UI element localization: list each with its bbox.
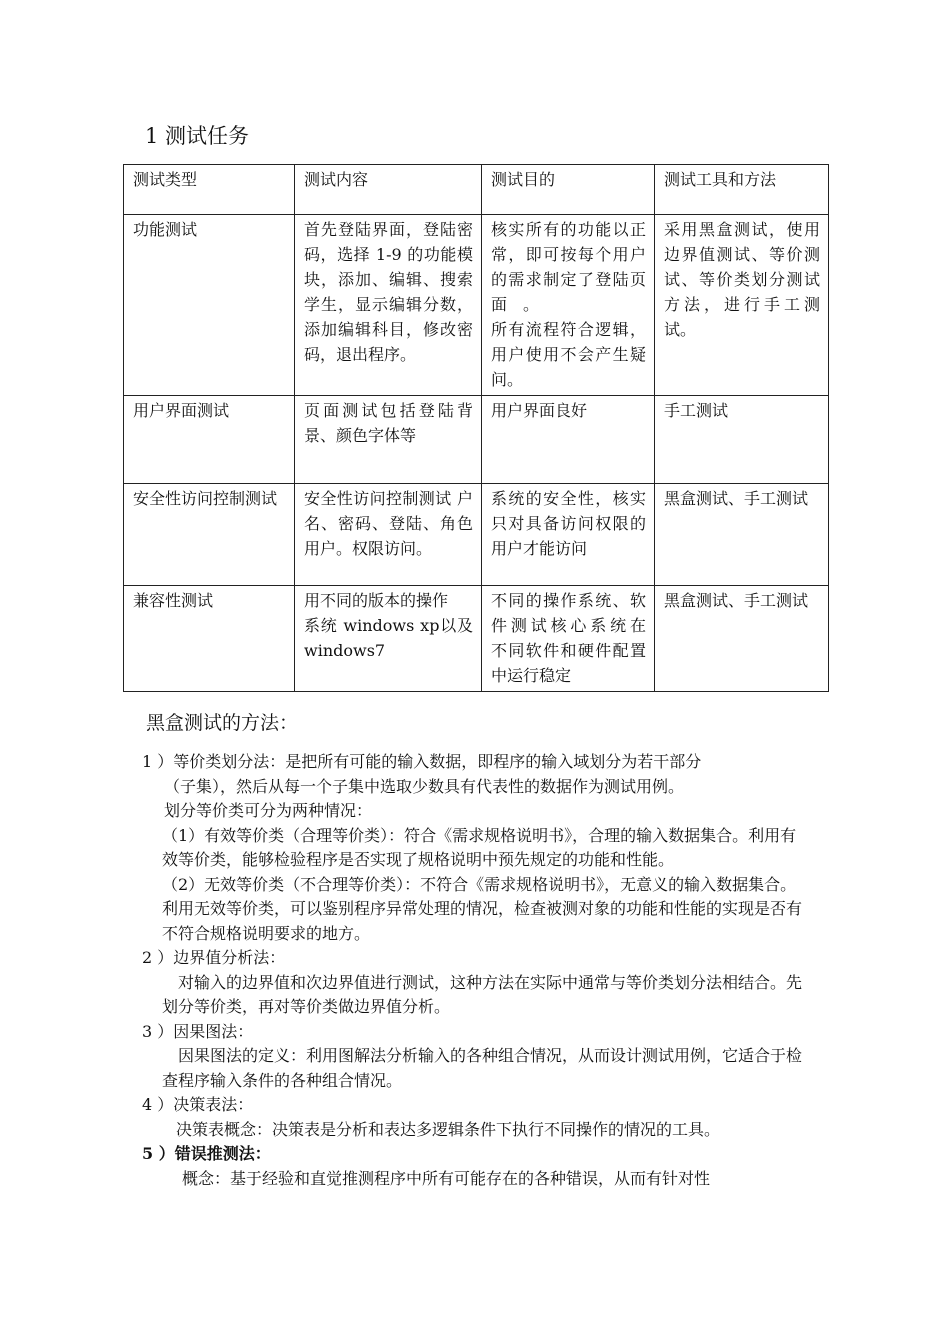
paragraph: （2）无效等价类（不合理等价类）：不符合《需求规格说明书》，无意义的输入数据集合。利用无效等价类，可以鉴别程序异常处理的情况，检查被测对象的功能和性能的实现是否有不符合规格说明要求的地方。 (162, 874, 803, 943)
table-cell: 用户界面测试 (124, 396, 295, 484)
paragraph: 划分等价类可分为两种情况： (164, 801, 373, 820)
table-cell: 采用黑盒测试，使用边界值测试、等价测试、等价类划分测试方法，进行手工测试。 (655, 215, 829, 396)
paragraph: 概念：基于经验和直觉推测程序中所有可能存在的各种错误，从而有针对性 (182, 1168, 711, 1188)
table-cell: 首先登陆界面，登陆密码，选择 1-9 的功能模块，添加、编辑、搜索学生，显示编辑分数，添加编辑科目，修改密码，退出程序。 (295, 215, 482, 396)
table-cell: 系统的安全性，核实只对具备访问权限的用户才能访问 (482, 484, 655, 586)
test-task-table (123, 164, 829, 692)
table-cell: 安全性访问控制测试 (124, 484, 295, 586)
table-cell: 安全性访问控制测试 户名、密码、登陆、角色用户。权限访问。 (295, 484, 482, 586)
table-cell: 用户界面良好 (482, 396, 655, 484)
table-cell: 功能测试 (124, 215, 295, 396)
paragraph: 2 ）边界值分析法： (142, 948, 286, 967)
paragraph: （1）有效等价类（合理等价类）：符合《需求规格说明书》，合理的输入数据集合。利用有效等价类，能够检验程序是否实现了规格说明中预先规定的功能和性能。 (162, 825, 797, 869)
table-row (124, 396, 829, 484)
paragraph: 1 ）等价类划分法：是把所有可能的输入数据，即程序的输入域划分为若干部分 (142, 752, 702, 771)
paragraph: 4 ）决策表法： (142, 1095, 254, 1114)
paragraph: 对输入的边界值和次边界值进行测试，这种方法在实际中通常与等价类划分法相结合。先划分等价类，再对等价类做边界值分析。 (162, 972, 803, 1016)
paragraph: （子集），然后从每一个子集中选取少数具有代表性的数据作为测试用例。 (164, 776, 685, 796)
table-cell: 黑盒测试、手工测试 (655, 484, 829, 586)
table-row (124, 484, 829, 586)
paragraph: 5 ）错误推测法： (142, 1144, 271, 1163)
paragraph: 因果图法的定义：利用图解法分析输入的各种组合情况，从而设计测试用例，它适合于检查程序输入条件的各种组合情况。 (162, 1046, 803, 1090)
header-test-type: 测试类型 (124, 165, 295, 215)
header-test-goal: 测试目的 (482, 165, 655, 215)
header-test-tools: 测试工具和方法 (655, 165, 829, 215)
paragraph: 3 ）因果图法： (142, 1021, 254, 1041)
table-cell: 核实所有的功能以正常，即可按每个用户的需求制定了登陆页面 。 所有流程符合逻辑，用户使用不会产生疑问。 (482, 215, 655, 396)
paragraph: 决策表概念：决策表是分析和表达多逻辑条件下执行不同操作的情况的工具。 (176, 1119, 721, 1139)
section-title: 1 测试任务 (145, 124, 250, 148)
table-row (124, 215, 829, 396)
table-cell: 用不同的版本的操作 系统 windows xp以及windows7 (295, 586, 482, 692)
table-header-row (124, 165, 829, 215)
black-box-methods-title: 黑盒测试的方法： (146, 712, 299, 734)
table-row (124, 586, 829, 692)
table-cell: 手工测试 (655, 396, 829, 484)
table-cell: 页面测试包括登陆背景、颜色字体等 (295, 396, 482, 484)
black-box-methods-body (142, 750, 812, 1191)
header-test-content: 测试内容 (295, 165, 482, 215)
table-cell: 不同的操作系统、软件测试核心系统在 不同软件和硬件配置中运行稳定 (482, 586, 655, 692)
table-cell: 兼容性测试 (124, 586, 295, 692)
table-cell: 黑盒测试、手工测试 (655, 586, 829, 692)
